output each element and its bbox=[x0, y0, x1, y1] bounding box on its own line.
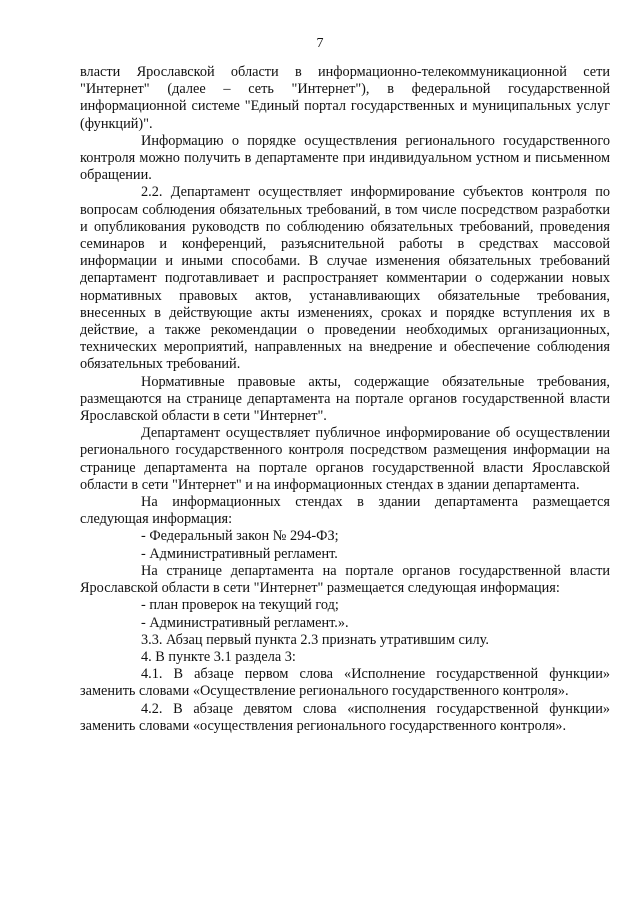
paragraph: На информационных стендах в здании департамента размещается следующая информация: bbox=[80, 494, 610, 528]
paragraph-continuation: власти Ярославской области в информационно-телекоммуникационной сети "Интернет" (далее – сеть "Интернет"), в федеральной государственной информационной системе "Единый портал государственных и муниципальных услуг (функций)". bbox=[80, 64, 610, 132]
list-item: - Административный регламент. bbox=[141, 545, 338, 562]
paragraph: На странице департамента на портале органов государственной власти Ярославской области в сети "Интернет" размещается следующая информация: bbox=[80, 562, 610, 597]
paragraph: Департамент осуществляет публичное информирование об осуществлении регионального государственного контроля посредством размещения информации на странице департамента на портале органов государственной власти Ярославской области в сети "Интернет" и на информационных стендах в здании департамента. bbox=[80, 425, 610, 493]
list-item: - Административный регламент.». bbox=[141, 614, 349, 631]
paragraph-4-1: 4.1. В абзаце первом слова «Исполнение государственной функции» заменить словами «Осуществление регионального государственного контроля». bbox=[80, 666, 610, 700]
paragraph-4-2: 4.2. В абзаце девятом слова «исполнения государственной функции» заменить словами «осуществления регионального государственного контроля». bbox=[80, 700, 610, 734]
paragraph-4: 4. В пункте 3.1 раздела 3: bbox=[141, 648, 296, 665]
paragraph-2-2: 2.2. Департамент осуществляет информирование субъектов контроля по вопросам соблюдения обязательных требований, в том числе посредством разработки и опубликования руководств по соблюдению обязательных требований, проведения семинаров и конференций, разъяснительной работы в средствах массовой информации и иными способами. В случае изменения обязательных требований департамент подготавливает и распространяет комментарии о содержании новых нормативных правовых актов, устанавливающих обязательные требования, внесенных в действующие акты изменениях, сроках и порядке вступления их в действие, а также рекомендации о проведении необходимых организационных, технических мероприятий, направленных на внедрение и обеспечение соблюдения обязательных требований. bbox=[80, 184, 610, 373]
list-item: - план проверок на текущий год; bbox=[141, 597, 339, 614]
paragraph-3-3: 3.3. Абзац первый пункта 2.3 признать утратившим силу. bbox=[141, 631, 489, 648]
paragraph: Нормативные правовые акты, содержащие обязательные требования, размещаются на странице департамента на портале органов государственной власти Ярославской области в сети "Интернет". bbox=[80, 373, 610, 425]
document-body bbox=[80, 64, 610, 735]
paragraph: Информацию о порядке осуществления регионального государственного контроля можно получить в департаменте при индивидуальном устном и письменном обращении. bbox=[80, 132, 610, 184]
list-item: - Федеральный закон № 294-ФЗ; bbox=[141, 528, 339, 545]
page-number: 7 bbox=[316, 36, 324, 51]
